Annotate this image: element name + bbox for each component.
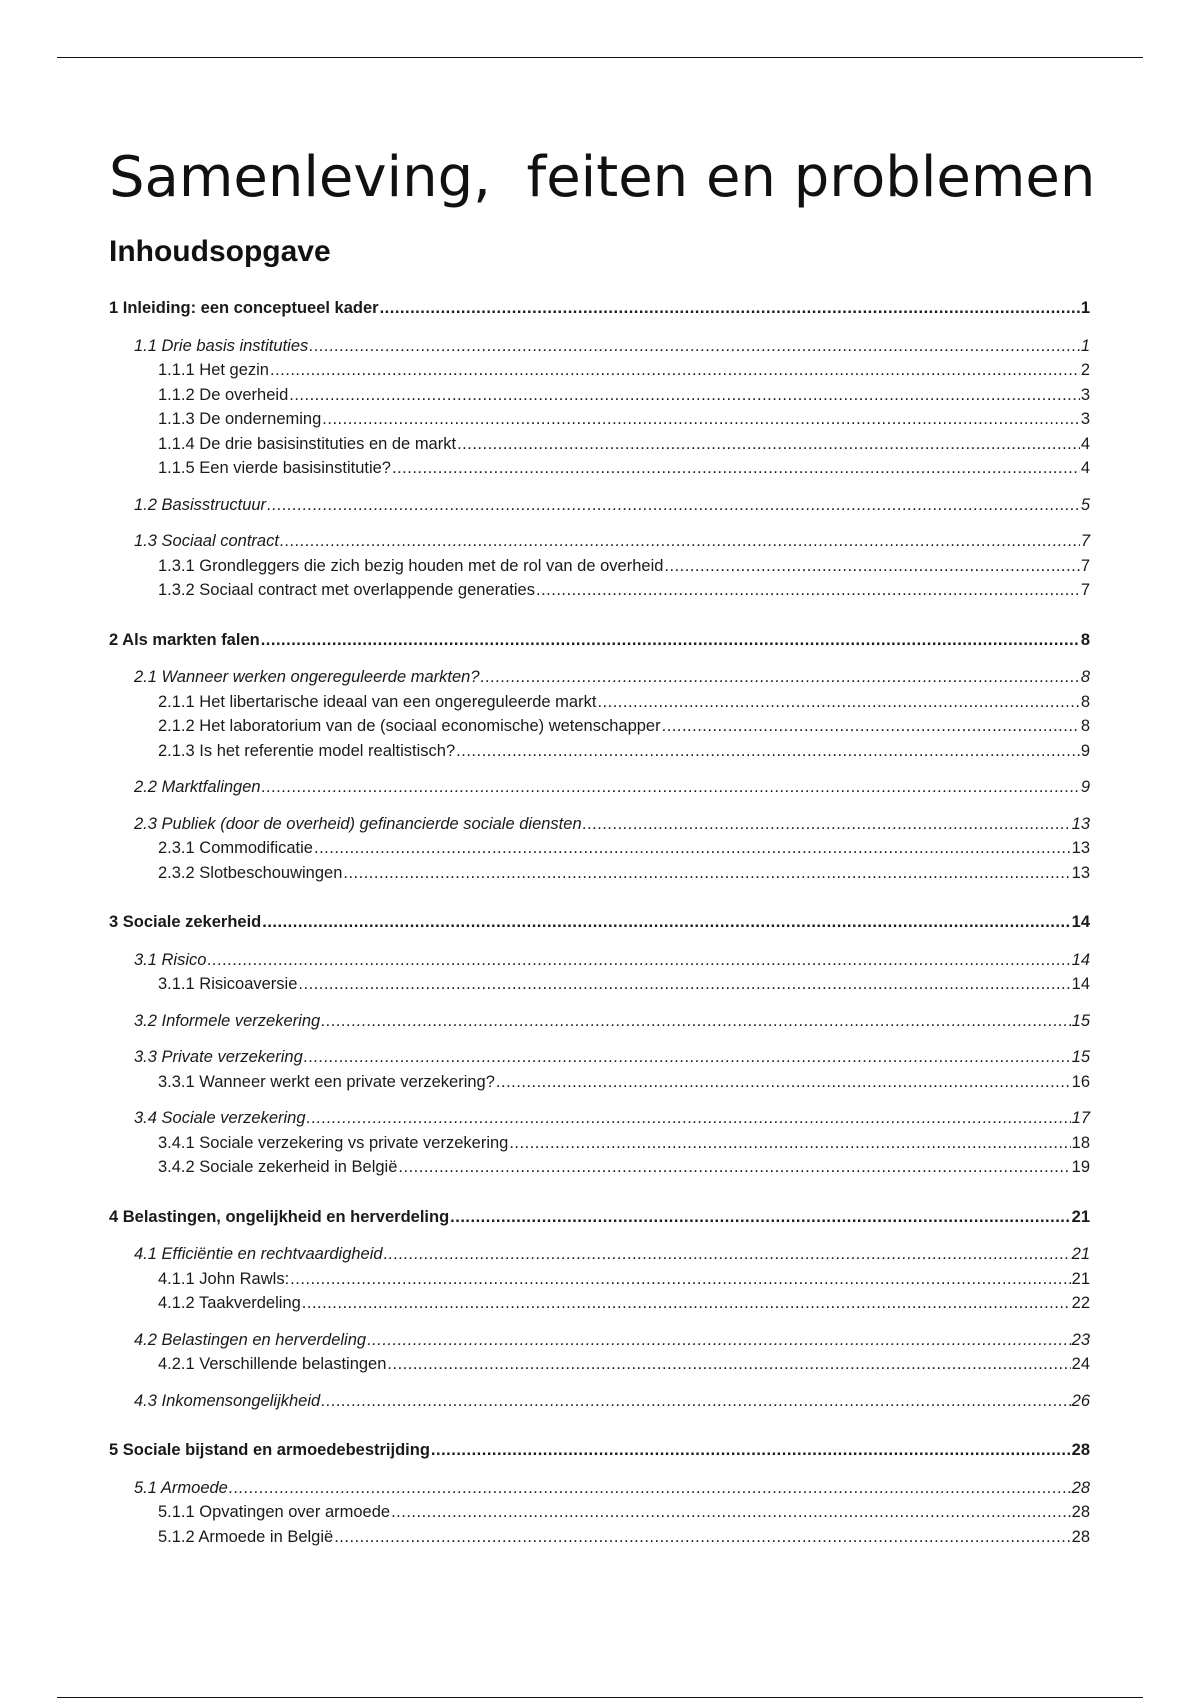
toc-dot-leader bbox=[261, 628, 1080, 653]
toc-entry-page: 7 bbox=[1080, 532, 1090, 550]
toc-entry-title: 2.3.2 Slotbeschouwingen bbox=[158, 863, 343, 882]
toc-entry[interactable] bbox=[109, 493, 1090, 518]
toc-entry-page: 4 bbox=[1080, 434, 1090, 453]
table-of-contents bbox=[109, 296, 1090, 1549]
toc-entry-page: 18 bbox=[1071, 1133, 1090, 1152]
toc-entry[interactable] bbox=[109, 383, 1090, 408]
toc-entry-page: 15 bbox=[1071, 1048, 1090, 1066]
toc-entry-page: 9 bbox=[1080, 741, 1090, 760]
toc-entry-page: 28 bbox=[1071, 1527, 1090, 1546]
toc-dot-leader bbox=[280, 529, 1080, 554]
toc-entry-title: 5.1 Armoede bbox=[134, 1478, 228, 1497]
toc-entry-title: 1.1.1 Het gezin bbox=[158, 361, 269, 379]
toc-entry[interactable] bbox=[109, 1070, 1090, 1095]
toc-entry-page: 28 bbox=[1071, 1441, 1090, 1459]
toc-entry-title: 1.3 Sociaal contract bbox=[134, 532, 279, 550]
toc-dot-leader bbox=[270, 358, 1080, 383]
toc-entry-title: 2.1 Wanneer werken ongereguleerde markten? bbox=[134, 668, 480, 686]
toc-entry[interactable] bbox=[109, 1205, 1090, 1230]
toc-entry[interactable] bbox=[109, 334, 1090, 359]
toc-entry[interactable] bbox=[109, 1328, 1090, 1353]
toc-dot-leader bbox=[267, 493, 1080, 518]
toc-entry-title: 1.3.1 Grondleggers die zich bezig houden met de rol van de overheid bbox=[158, 556, 664, 575]
toc-dot-leader bbox=[290, 1267, 1070, 1292]
toc-entry-title: 3.2 Informele verzekering bbox=[134, 1011, 321, 1030]
toc-dot-leader bbox=[343, 861, 1070, 886]
toc-entry-page: 1 bbox=[1080, 299, 1090, 317]
toc-entry-page: 23 bbox=[1071, 1330, 1090, 1349]
toc-dot-leader bbox=[398, 1155, 1070, 1180]
toc-entry-title: 3.1 Risico bbox=[134, 950, 207, 969]
toc-dot-leader bbox=[334, 1525, 1070, 1550]
toc-entry-title: 2.1.1 Het libertarische ideaal van een ongereguleerde markt bbox=[158, 692, 597, 711]
toc-dot-leader bbox=[392, 456, 1080, 481]
toc-entry[interactable] bbox=[109, 628, 1090, 653]
toc-entry-page: 13 bbox=[1071, 863, 1090, 882]
toc-entry-page: 21 bbox=[1071, 1269, 1090, 1288]
toc-entry-title: 2 Als markten falen bbox=[109, 630, 260, 649]
toc-entry-page: 16 bbox=[1071, 1072, 1090, 1091]
toc-entry[interactable] bbox=[109, 1525, 1090, 1550]
toc-entry-page: 28 bbox=[1071, 1503, 1090, 1521]
toc-entry-title: 5.1.2 Armoede in België bbox=[158, 1527, 334, 1546]
toc-entry[interactable] bbox=[109, 665, 1090, 690]
toc-entry-title: 1.3.2 Sociaal contract met overlappende generaties bbox=[158, 581, 535, 599]
toc-entry[interactable] bbox=[109, 1389, 1090, 1414]
toc-dot-leader bbox=[391, 1500, 1071, 1525]
toc-dot-leader bbox=[304, 1045, 1071, 1070]
toc-entry-title: 4.2 Belastingen en herverdeling bbox=[134, 1330, 367, 1349]
toc-entry[interactable] bbox=[109, 578, 1090, 603]
toc-entry[interactable] bbox=[109, 1267, 1090, 1292]
toc-entry-title: 4.1 Efficiëntie en rechtvaardigheid bbox=[134, 1245, 383, 1263]
toc-dot-leader bbox=[387, 1352, 1070, 1377]
toc-entry[interactable] bbox=[109, 1131, 1090, 1156]
toc-entry-title: 1.1 Drie basis instituties bbox=[134, 336, 309, 355]
toc-entry-page: 15 bbox=[1071, 1011, 1090, 1030]
top-rule bbox=[57, 57, 1143, 58]
toc-entry-page: 9 bbox=[1080, 778, 1090, 796]
toc-dot-leader bbox=[664, 554, 1079, 579]
toc-entry[interactable] bbox=[109, 407, 1090, 432]
toc-entry-title: 1.1.3 De onderneming bbox=[158, 410, 322, 428]
toc-entry[interactable] bbox=[109, 529, 1090, 554]
toc-entry-page: 4 bbox=[1080, 459, 1090, 477]
toc-entry[interactable] bbox=[109, 812, 1090, 837]
toc-entry-page: 7 bbox=[1080, 556, 1090, 575]
toc-entry[interactable] bbox=[109, 739, 1090, 764]
toc-entry-page: 8 bbox=[1080, 630, 1090, 649]
toc-entry-title: 1 Inleiding: een conceptueel kader bbox=[109, 299, 379, 317]
toc-dot-leader bbox=[262, 910, 1070, 935]
toc-dot-leader bbox=[307, 1106, 1071, 1131]
toc-entry-page: 2 bbox=[1080, 361, 1090, 379]
toc-entry[interactable] bbox=[109, 1476, 1090, 1501]
toc-entry[interactable] bbox=[109, 1352, 1090, 1377]
toc-dot-leader bbox=[367, 1328, 1071, 1353]
toc-entry-title: 2.3 Publiek (door de overheid) gefinancierde sociale diensten bbox=[134, 814, 582, 833]
toc-dot-leader bbox=[322, 407, 1080, 432]
bottom-rule bbox=[57, 1697, 1143, 1698]
toc-entry[interactable] bbox=[109, 1291, 1090, 1316]
toc-entry[interactable] bbox=[109, 836, 1090, 861]
toc-entry[interactable] bbox=[109, 775, 1090, 800]
toc-dot-leader bbox=[384, 1242, 1071, 1267]
toc-dot-leader bbox=[298, 972, 1070, 997]
toc-dot-leader bbox=[321, 1009, 1070, 1034]
toc-entry[interactable] bbox=[109, 1106, 1090, 1131]
toc-entry-page: 8 bbox=[1080, 692, 1090, 711]
toc-entry-page: 13 bbox=[1071, 839, 1090, 857]
toc-dot-leader bbox=[229, 1476, 1071, 1501]
toc-entry-title: 4 Belastingen, ongelijkheid en herverdeling bbox=[109, 1207, 450, 1226]
toc-entry-title: 2.2 Marktfalingen bbox=[134, 778, 261, 796]
toc-entry-page: 8 bbox=[1080, 717, 1090, 735]
toc-entry-title: 3.1.1 Risicoaversie bbox=[158, 975, 298, 993]
toc-entry-page: 14 bbox=[1071, 950, 1090, 969]
toc-entry[interactable] bbox=[109, 1500, 1090, 1525]
toc-entry[interactable] bbox=[109, 714, 1090, 739]
toc-entry-title: 4.2.1 Verschillende belastingen bbox=[158, 1355, 387, 1373]
toc-entry-title: 4.1.2 Taakverdeling bbox=[158, 1294, 301, 1312]
toc-entry-title: 5 Sociale bijstand en armoedebestrijding bbox=[109, 1441, 430, 1459]
toc-entry-title: 2.1.3 Is het referentie model realtistisch? bbox=[158, 741, 456, 760]
toc-dot-leader bbox=[662, 714, 1080, 739]
toc-entry-title: 1.1.2 De overheid bbox=[158, 385, 289, 404]
toc-dot-leader bbox=[314, 836, 1071, 861]
toc-entry-page: 22 bbox=[1071, 1294, 1090, 1312]
toc-dot-leader bbox=[583, 812, 1071, 837]
toc-entry-page: 26 bbox=[1071, 1391, 1090, 1410]
toc-dot-leader bbox=[431, 1438, 1071, 1463]
toc-entry-title: 3.4 Sociale verzekering bbox=[134, 1109, 306, 1127]
toc-dot-leader bbox=[302, 1291, 1071, 1316]
toc-entry-page: 19 bbox=[1071, 1158, 1090, 1176]
toc-entry[interactable] bbox=[109, 690, 1090, 715]
toc-entry[interactable] bbox=[109, 1155, 1090, 1180]
toc-entry-title: 1.1.4 De drie basisinstituties en de markt bbox=[158, 434, 457, 453]
toc-heading: Inhoudsopgave bbox=[109, 235, 331, 268]
toc-entry[interactable] bbox=[109, 432, 1090, 457]
toc-entry-page: 28 bbox=[1071, 1478, 1090, 1497]
toc-entry-title: 3.4.1 Sociale verzekering vs private verzekering bbox=[158, 1133, 509, 1152]
toc-entry-page: 1 bbox=[1080, 336, 1090, 355]
toc-entry-title: 3.3.1 Wanneer werkt een private verzekering? bbox=[158, 1072, 495, 1091]
toc-entry-page: 13 bbox=[1071, 814, 1090, 833]
toc-entry-page: 24 bbox=[1071, 1355, 1090, 1373]
toc-entry[interactable] bbox=[109, 861, 1090, 886]
toc-dot-leader bbox=[496, 1070, 1071, 1095]
toc-entry-title: 3 Sociale zekerheid bbox=[109, 913, 262, 931]
toc-dot-leader bbox=[536, 578, 1080, 603]
toc-entry-title: 4.3 Inkomensongelijkheid bbox=[134, 1391, 321, 1410]
toc-dot-leader bbox=[481, 665, 1080, 690]
toc-entry-title: 2.3.1 Commodificatie bbox=[158, 839, 313, 857]
toc-entry[interactable] bbox=[109, 296, 1090, 321]
toc-entry-title: 1.1.5 Een vierde basisinstitutie? bbox=[158, 459, 391, 477]
toc-entry-title: 3.4.2 Sociale zekerheid in België bbox=[158, 1158, 398, 1176]
toc-entry-title: 2.1.2 Het laboratorium van de (sociaal economische) wetenschapper bbox=[158, 717, 661, 735]
toc-entry-page: 3 bbox=[1080, 410, 1090, 428]
toc-entry-page: 14 bbox=[1071, 913, 1090, 931]
toc-entry-title: 5.1.1 Opvatingen over armoede bbox=[158, 1503, 391, 1521]
toc-entry[interactable] bbox=[109, 1045, 1090, 1070]
toc-entry[interactable] bbox=[109, 1438, 1090, 1463]
toc-entry-title: 3.3 Private verzekering bbox=[134, 1048, 303, 1066]
toc-dot-leader bbox=[309, 334, 1080, 359]
toc-entry[interactable] bbox=[109, 1242, 1090, 1267]
toc-dot-leader bbox=[380, 296, 1080, 321]
toc-dot-leader bbox=[321, 1389, 1070, 1414]
toc-dot-leader bbox=[456, 739, 1080, 764]
toc-entry-page: 7 bbox=[1080, 581, 1090, 599]
toc-entry[interactable] bbox=[109, 910, 1090, 935]
toc-entry-title: 4.1.1 John Rawls: bbox=[158, 1269, 290, 1288]
toc-entry[interactable] bbox=[109, 972, 1090, 997]
toc-entry[interactable] bbox=[109, 456, 1090, 481]
toc-entry[interactable] bbox=[109, 554, 1090, 579]
toc-entry-page: 21 bbox=[1071, 1245, 1090, 1263]
toc-dot-leader bbox=[289, 383, 1080, 408]
toc-entry-page: 21 bbox=[1071, 1207, 1090, 1226]
toc-dot-leader bbox=[597, 690, 1079, 715]
toc-entry-page: 5 bbox=[1080, 495, 1090, 514]
toc-entry[interactable] bbox=[109, 1009, 1090, 1034]
toc-entry-page: 3 bbox=[1080, 385, 1090, 404]
toc-entry[interactable] bbox=[109, 358, 1090, 383]
toc-entry-page: 8 bbox=[1080, 668, 1090, 686]
toc-dot-leader bbox=[450, 1205, 1070, 1230]
toc-entry-title: 1.2 Basisstructuur bbox=[134, 495, 267, 514]
toc-entry[interactable] bbox=[109, 948, 1090, 973]
toc-entry-page: 14 bbox=[1071, 975, 1090, 993]
document-title: Samenleving, feiten en problemen bbox=[109, 145, 1096, 210]
toc-dot-leader bbox=[207, 948, 1070, 973]
toc-dot-leader bbox=[262, 775, 1080, 800]
toc-dot-leader bbox=[457, 432, 1080, 457]
toc-dot-leader bbox=[509, 1131, 1070, 1156]
toc-entry-page: 17 bbox=[1071, 1109, 1090, 1127]
